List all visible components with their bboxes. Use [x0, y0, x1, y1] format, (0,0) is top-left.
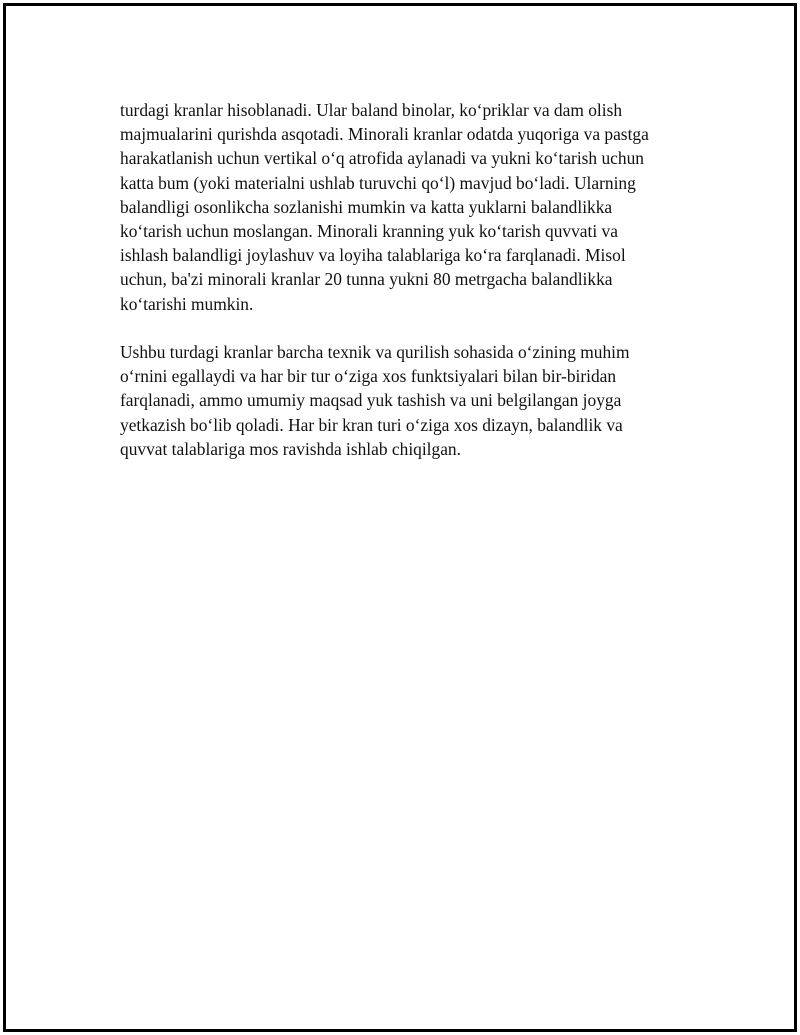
text-line: Ushbu turdagi kranlar barcha texnik va qurilish sohasida o‘zining muhim	[120, 342, 630, 363]
text-line: o‘rnini egallaydi va har bir tur o‘ziga xos funktsiyalari bilan bir-biridan	[120, 366, 617, 387]
document-body	[120, 98, 680, 461]
paragraph-2	[120, 340, 680, 461]
paragraph-gap	[120, 316, 680, 340]
text-line: katta bum (yoki materialni ushlab turuvchi qo‘l) mavjud bo‘ladi. Ularning	[120, 172, 636, 193]
text-line: farqlanadi, ammo umumiy maqsad yuk tashish va uni belgilangan joyga	[120, 390, 622, 411]
text-line: majmualarini qurishda asqotadi. Minorali kranlar odatda yuqoriga va pastga	[120, 124, 649, 145]
text-line: turdagi kranlar hisoblanadi. Ular baland binolar, ko‘priklar va dam olish	[120, 100, 623, 120]
text-line: harakatlanish uchun vertikal o‘q atrofida aylanadi va yukni ko‘tarish uchun	[120, 148, 644, 169]
text-line: yetkazish bo‘lib qoladi. Har bir kran turi o‘ziga xos dizayn, balandlik va	[120, 414, 623, 435]
text-line: quvvat talablariga mos ravishda ishlab chiqilgan.	[120, 438, 461, 459]
paragraph-1	[120, 98, 680, 316]
text-line: ishlash balandligi joylashuv va loyiha talablariga ko‘ra farqlanadi. Misol	[120, 245, 626, 266]
text-line: ko‘tarishi mumkin.	[120, 293, 254, 314]
page-frame	[3, 3, 797, 1032]
text-line: balandligi osonlikcha sozlanishi mumkin va katta yuklarni balandlikka	[120, 196, 613, 217]
text-line: ko‘tarish uchun moslangan. Minorali kranning yuk ko‘tarish quvvati va	[120, 221, 618, 242]
text-line: uchun, ba'zi minorali kranlar 20 tunna yukni 80 metrgacha balandlikka	[120, 269, 613, 290]
